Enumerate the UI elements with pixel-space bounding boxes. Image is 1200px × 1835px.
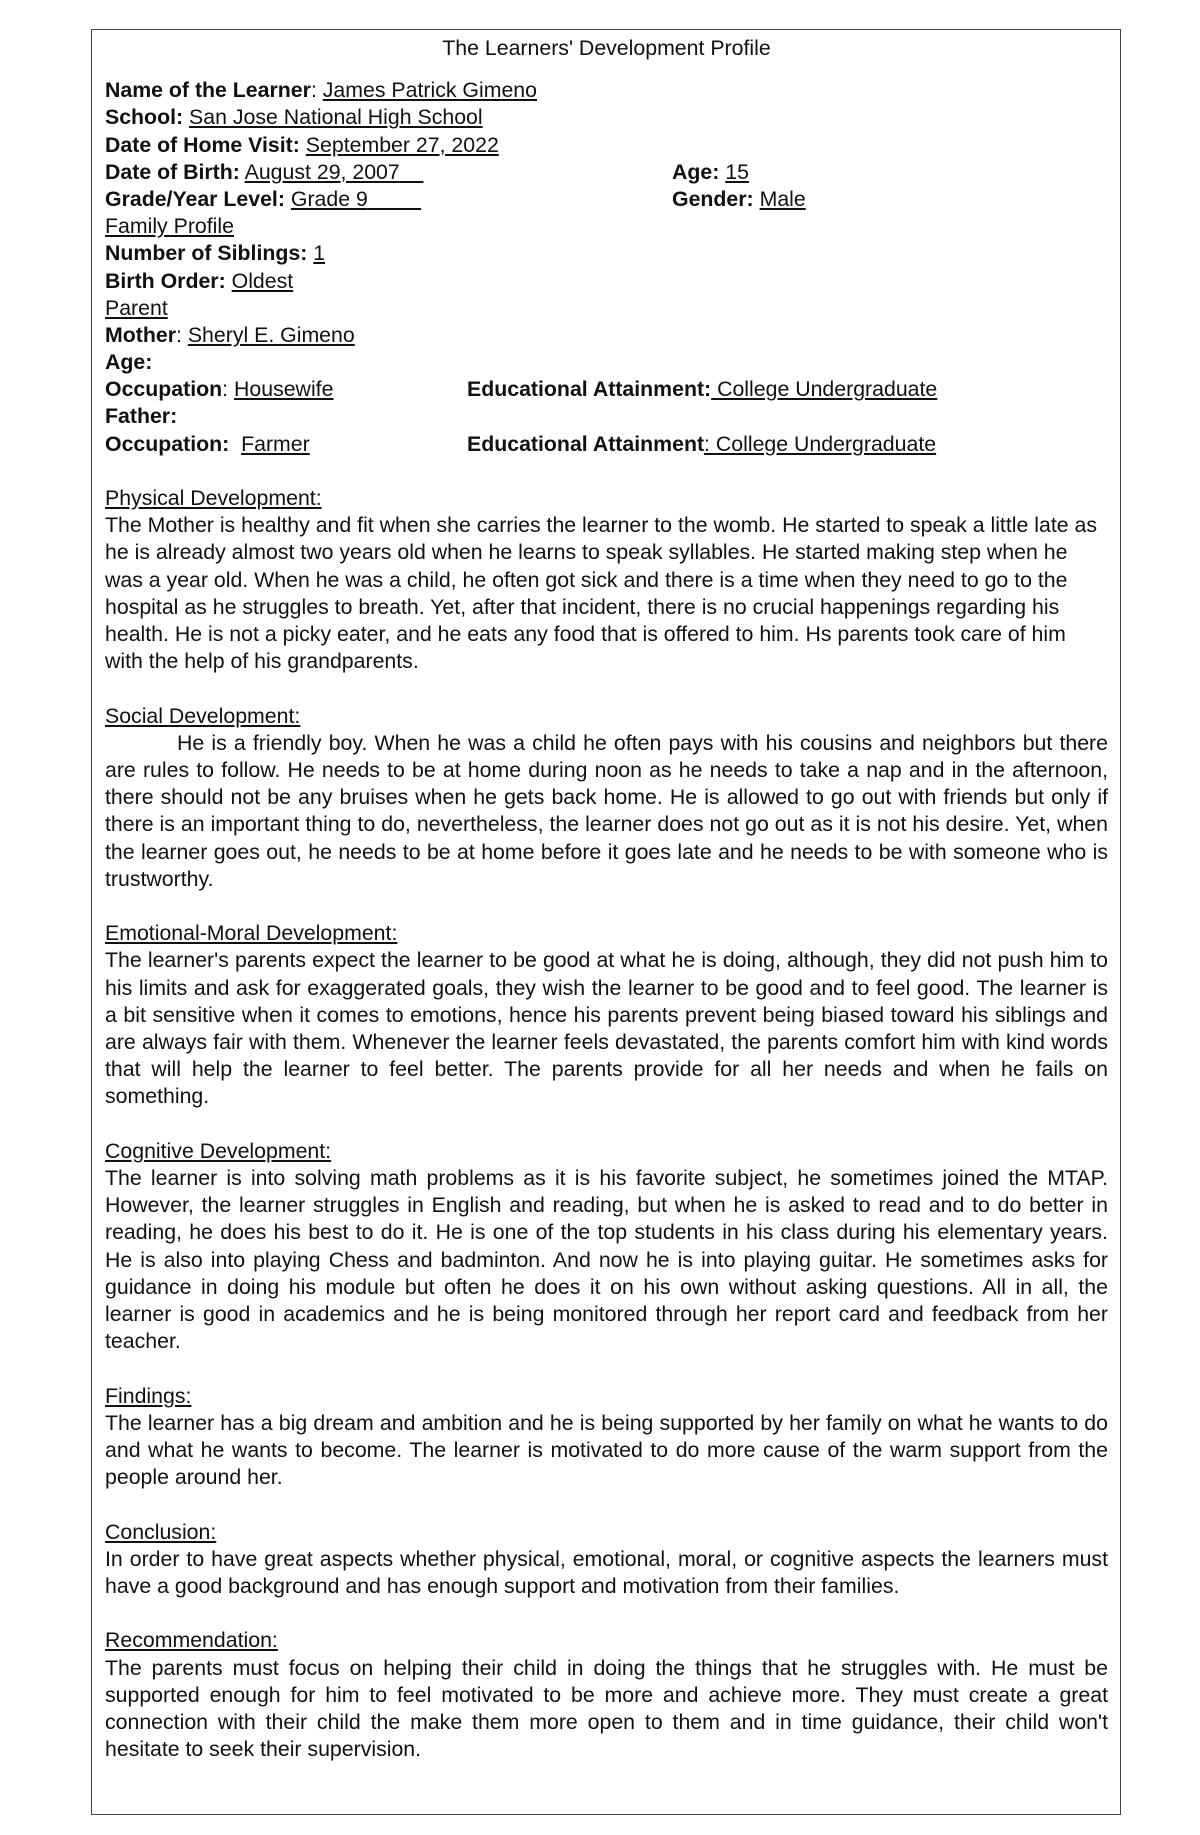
birth-order-value: Oldest [231, 268, 294, 293]
father-label: Father: [105, 404, 178, 429]
emotional-heading: Emotional-Moral Development: [105, 921, 398, 946]
father-row [105, 403, 1108, 430]
learner-name-row: Name of the Learner: James Patrick Gimeno [105, 78, 537, 103]
father-education-label: Educational Attainment [467, 431, 705, 456]
mother-occupation-row: Occupation: Housewife Educational Attainment: College Undergraduate [105, 376, 1108, 403]
home-visit-value: September 27, 2022 [305, 132, 499, 157]
document-title: The Learners' Development Profile [442, 36, 771, 60]
spacer [105, 1600, 1108, 1627]
mother-label: Mother [105, 322, 176, 347]
grade-gender-row [105, 186, 1108, 213]
dob-value: August 29, 2007 [244, 159, 400, 184]
age-label: Age: [672, 159, 720, 184]
recommendation-text: The parents must focus on helping their child in doing the things that he struggles with. He must be supported enough for him to feel motivated to be more and achieve more. They must create a great connection with their child the make them more open to them and in time guidance, their child won't hesitate to seek their supervision. [105, 1655, 1108, 1762]
family-profile-heading: Family Profile [105, 214, 234, 239]
home-visit-row [105, 132, 1108, 159]
birth-age-row [105, 159, 1108, 186]
spacer [105, 1111, 1108, 1138]
birth-order-row [105, 268, 1108, 295]
parent-age-label: Age: [105, 350, 153, 375]
learner-name-label: Name of the Learner [105, 78, 311, 103]
siblings-value: 1 [313, 241, 326, 266]
mother-row: Mother: Sheryl E. Gimeno [105, 322, 355, 347]
home-visit-label: Date of Home Visit: [105, 132, 300, 157]
emotional-text: The learner's parents expect the learner to be good at what he is doing, although, they did not push him to his limits and ask for exaggerated goals, they wish the learner to be good and to feel good. The learner is a bit sensitive when it comes to emotions, hence his parents prevent being biased toward his siblings and are always fair with them. Whenever the learner feels devastated, the parents comfort him with kind words that will help the learner to feel better. The parents provide for all her needs and when he fails on something. [105, 948, 1108, 1109]
learner-name-value: James Patrick Gimeno [322, 78, 537, 103]
spacer [105, 1355, 1108, 1382]
spacer [105, 675, 1108, 702]
mother-education-value: College Undergraduate [717, 377, 938, 402]
mother-education-label: Educational Attainment: [467, 377, 712, 402]
social-heading: Social Development: [105, 703, 301, 728]
father-occupation-label: Occupation: [105, 431, 230, 456]
gender-label: Gender: [672, 186, 754, 211]
conclusion-heading: Conclusion: [105, 1519, 217, 1544]
mother-education-field [467, 376, 937, 403]
findings-heading: Findings: [105, 1383, 192, 1408]
parent-heading: Parent [105, 295, 168, 320]
physical-text: The Mother is healthy and fit when she carries the learner to the womb. He started to speak a little late as he is already almost two years old when he learns to speak syllables. He started making step when he was a year old. When he was a child, he often got sick and there is a time when they need to go to the hospital as he struggles to breath. Yet, after that incident, there is no crucial happenings regarding his health. He is not a picky eater, and he eats any food that is offered to him. Hs parents took care of him with the help of his grandparents. [105, 513, 1098, 674]
physical-heading: Physical Development: [105, 486, 322, 511]
recommendation-heading: Recommendation: [105, 1628, 278, 1653]
siblings-row [105, 240, 1108, 267]
gender-value: Male [759, 186, 806, 211]
mother-occupation-value: Housewife [234, 377, 334, 402]
mother-value: Sheryl E. Gimeno [187, 322, 355, 347]
gender-field [672, 186, 806, 213]
age-value: 15 [725, 159, 749, 184]
age-field [672, 159, 749, 186]
grade-label: Grade/Year Level: [105, 186, 285, 211]
dob-label: Date of Birth: [105, 159, 240, 184]
mother-occupation-label: Occupation [105, 377, 223, 402]
social-text: He is a friendly boy. When he was a child he often pays with his cousins and neighbors but there are rules to follow. He needs to be at home during noon as he needs to take a nap and in the afternoon, there should not be any bruises when he gets back home. He is allowed to go out with friends but only if there is an important thing to do, nevertheless, the learner does not go out as it is not his desire. Yet, when the learner goes out, he needs to be at home before it goes late and he needs to be with someone who is trustworthy. [105, 730, 1108, 891]
birth-order-label: Birth Order: [105, 268, 226, 293]
document-body [105, 35, 1108, 1763]
parent-age-row [105, 349, 1108, 376]
siblings-label: Number of Siblings: [105, 241, 308, 266]
spacer [105, 458, 1108, 485]
father-education-value: : College Undergraduate [704, 431, 937, 456]
father-occupation-row [105, 431, 1108, 458]
grade-value: Grade 9 [290, 186, 368, 211]
findings-text: The learner has a big dream and ambition and he is being supported by her family on what he wants to do and what he wants to become. The learner is motivated to do more cause of the warm support from the people around her. [105, 1410, 1108, 1490]
cognitive-text: The learner is into solving math problems as it is his favorite subject, he sometimes joined the MTAP. However, the learner struggles in English and reading, but when he is asked to read and to do better in reading, he does his best to do it. He is one of the top students in his class during his elementary years. He is also into playing Chess and badminton. And now he is into playing guitar. He sometimes asks for guidance in doing his module but often he does it on his own without asking questions. All in all, the learner is good in academics and he is being monitored through her report card and feedback from her teacher. [105, 1165, 1108, 1354]
school-label: School: [105, 105, 184, 130]
father-education-field [467, 431, 936, 458]
spacer [105, 893, 1108, 920]
school-value: San Jose National High School [189, 105, 483, 130]
father-occupation-value: Farmer [241, 431, 310, 456]
cognitive-heading: Cognitive Development: [105, 1138, 332, 1163]
school-row [105, 104, 1108, 131]
conclusion-text: In order to have great aspects whether physical, emotional, moral, or cognitive aspects the learners must have a good background and has enough support and motivation from their families. [105, 1546, 1108, 1598]
spacer [105, 1491, 1108, 1518]
